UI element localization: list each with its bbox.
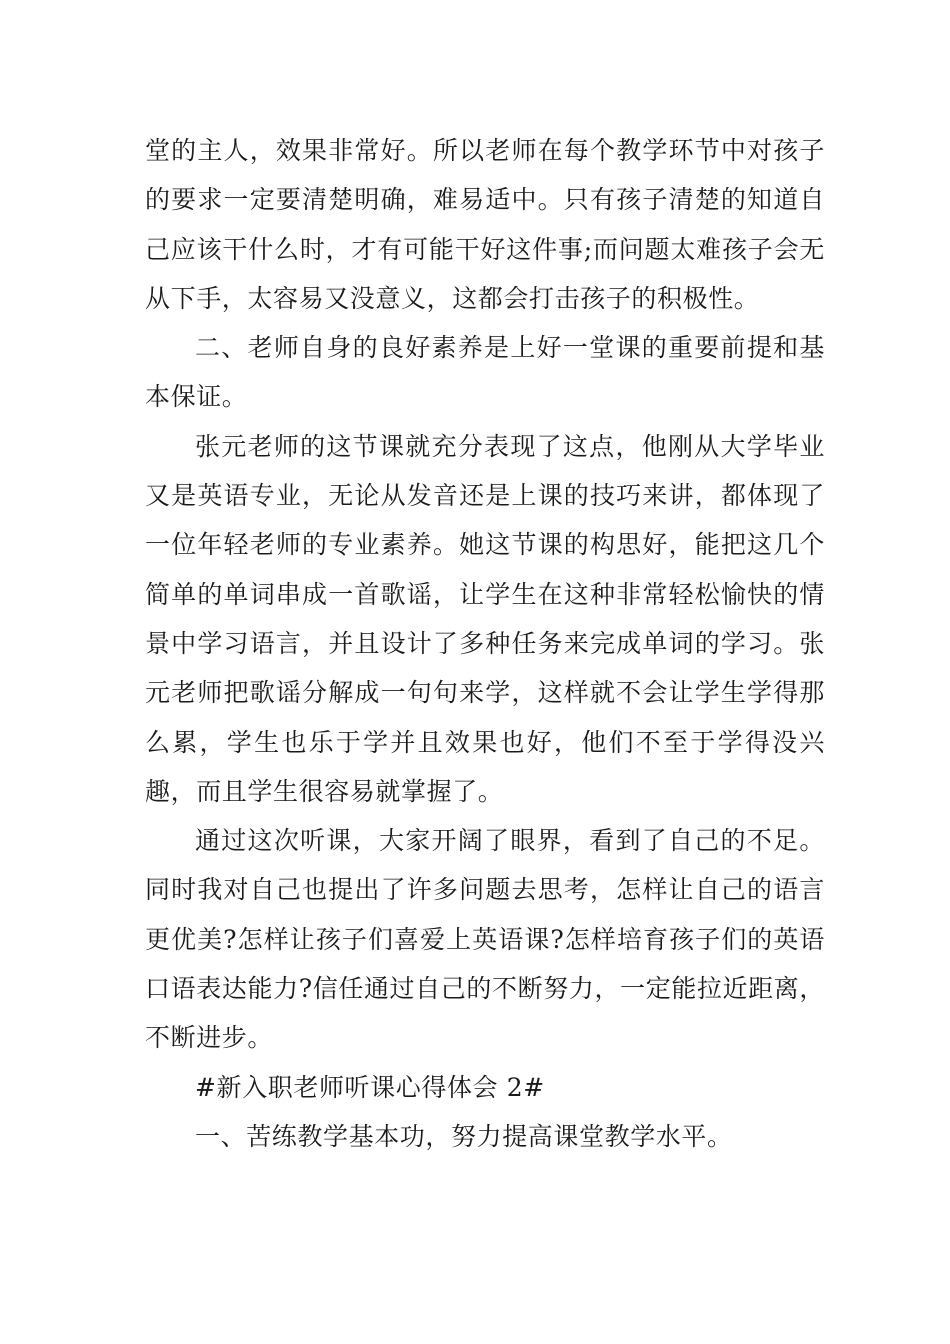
document-body bbox=[145, 126, 825, 1161]
paragraph-reflection: 通过这次听课，大家开阔了眼界，看到了自己的不足。同时我对自己也提出了许多问题去思考，怎样让自己的语言更优美?怎样让孩子们喜爱上英语课?怎样培育孩子们的英语口语表达能力?信任通过自己的不断努力，一定能拉近距离，不断进步。 bbox=[145, 826, 825, 1053]
paragraph-teacher-zhang-yuan: 张元老师的这节课就充分表现了这点，他刚从大学毕业又是英语专业，无论从发音还是上课的技巧来讲，都体现了一位年轻老师的专业素养。她这节课的构思好，能把这几个简单的单词串成一首歌谣，让学生在这种非常轻松愉快的情景中学习语言，并且设计了多种任务来完成单词的学习。张元老师把歌谣分解成一句句来学，这样就不会让学生学得那么累，学生也乐于学并且效果也好，他们不至于学得没兴趣，而且学生很容易就掌握了。 bbox=[145, 431, 825, 806]
paragraph-continuation: 堂的主人，效果非常好。所以老师在每个教学环节中对孩子的要求一定要清楚明确，难易适中。只有孩子清楚的知道自己应该干什么时，才有可能干好这件事;而问题太难孩子会无从下手，太容易又没意义，这都会打击孩子的积极性。 bbox=[145, 136, 825, 313]
paragraph-section-one-heading: 一、苦练教学基本功，努力提高课堂教学水平。 bbox=[195, 1121, 733, 1151]
section-title: #新入职老师听课心得体会 2# bbox=[195, 1072, 545, 1102]
paragraph-section-two-heading: 二、老师自身的良好素养是上好一堂课的重要前提和基本保证。 bbox=[145, 333, 825, 412]
